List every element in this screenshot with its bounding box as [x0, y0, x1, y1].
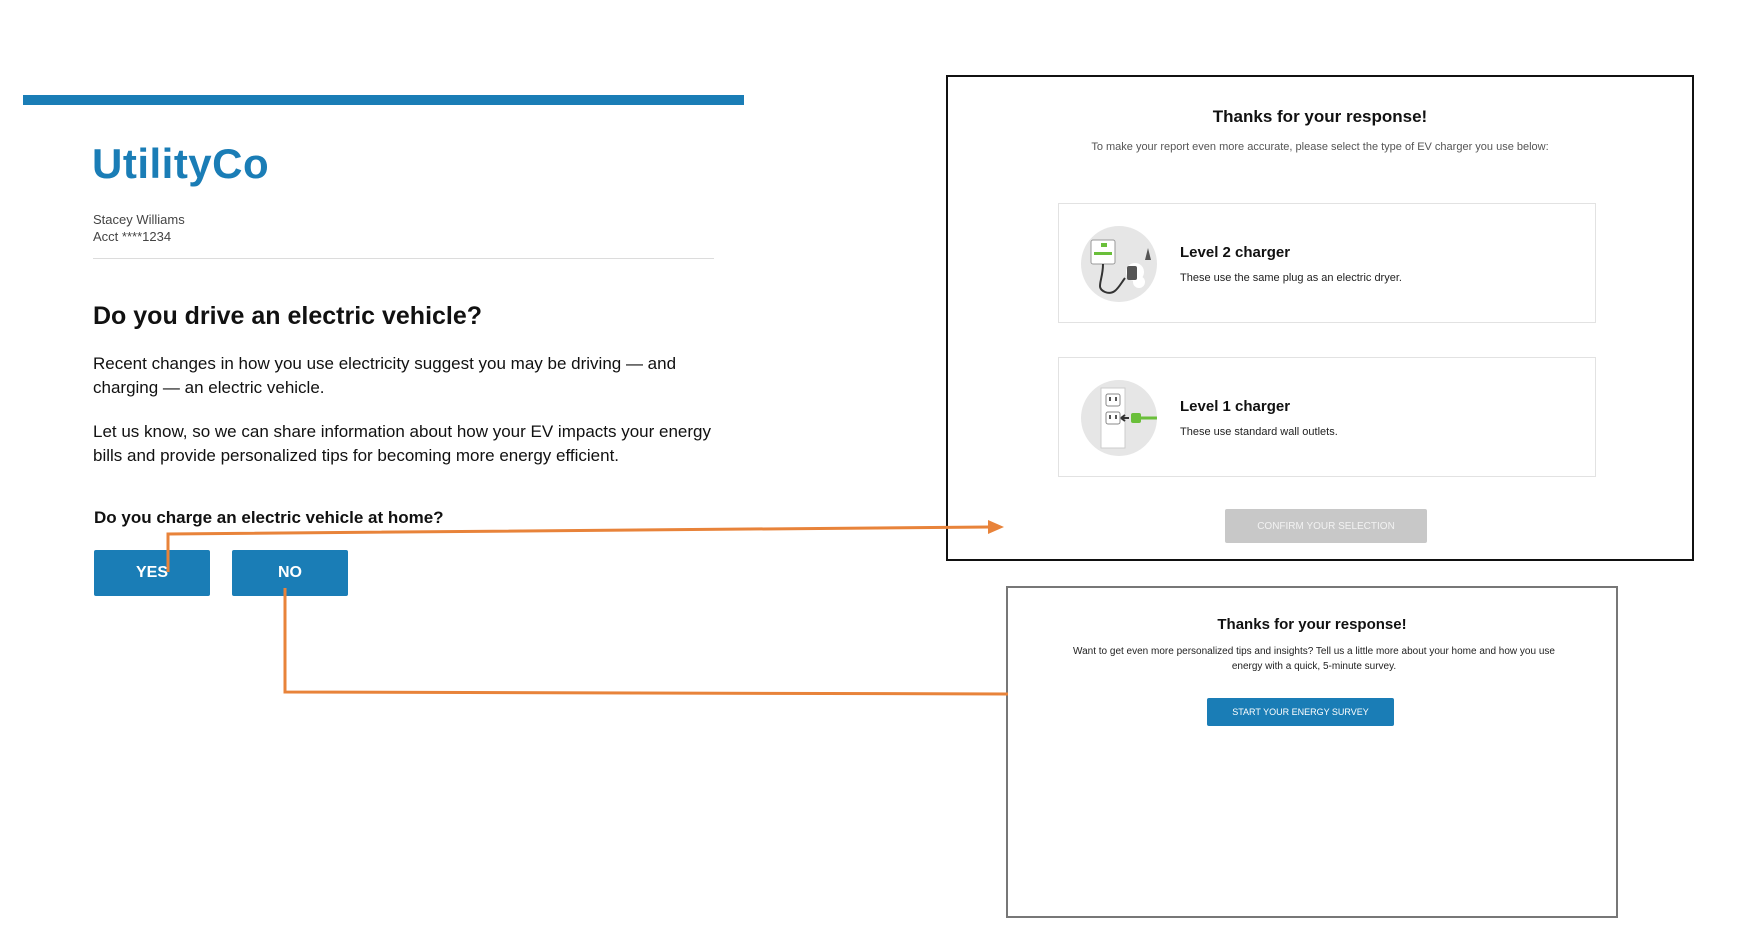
start-energy-survey-button[interactable]: START YOUR ENERGY SURVEY [1207, 698, 1394, 726]
yes-response-panel [946, 75, 1694, 561]
level-2-charger-icon [1081, 226, 1157, 302]
email-paragraph-2: Let us know, so we can share information about how your EV impacts your energy bills and provide personalized tips for becoming more energy efficient. [93, 422, 711, 465]
yes-button[interactable]: YES [94, 550, 210, 596]
brand-logo: UtilityCo [92, 140, 270, 187]
level-1-charger-icon [1081, 380, 1157, 456]
customer-name: Stacey Williams [93, 212, 185, 227]
email-paragraph-1: Recent changes in how you use electricity suggest you may be driving — and charging — an electric vehicle. [93, 354, 677, 397]
no-response-panel [1006, 586, 1618, 918]
confirm-selection-button[interactable]: CONFIRM YOUR SELECTION [1225, 509, 1427, 543]
level-1-charger-option[interactable] [1058, 357, 1596, 477]
no-panel-title: Thanks for your response! [1217, 616, 1407, 633]
account-number: Acct ****1234 [93, 229, 172, 244]
email-heading: Do you drive an electric vehicle? [93, 302, 483, 330]
no-button[interactable]: NO [232, 550, 348, 596]
level-1-charger-title: Level 1 charger [1180, 398, 1291, 415]
yes-panel-title: Thanks for your response! [1212, 107, 1428, 126]
level-2-charger-description: These use the same plug as an electric dryer. [1180, 272, 1402, 284]
email-header-bar [23, 95, 744, 105]
no-panel-text: Want to get even more personalized tips and insights? Tell us a little more about your home and how you use energy with a quick, 5-minute survey. [1073, 646, 1555, 672]
level-1-charger-description: These use standard wall outlets. [1180, 426, 1338, 438]
level-2-charger-option[interactable] [1058, 203, 1596, 323]
no-flow-arrow [285, 588, 1008, 694]
charge-question: Do you charge an electric vehicle at home? [94, 508, 444, 527]
account-info [93, 211, 185, 245]
yes-panel-subtitle: To make your report even more accurate, please select the type of EV charger you use below: [1091, 141, 1549, 153]
level-2-charger-title: Level 2 charger [1180, 244, 1291, 261]
divider [93, 258, 714, 259]
